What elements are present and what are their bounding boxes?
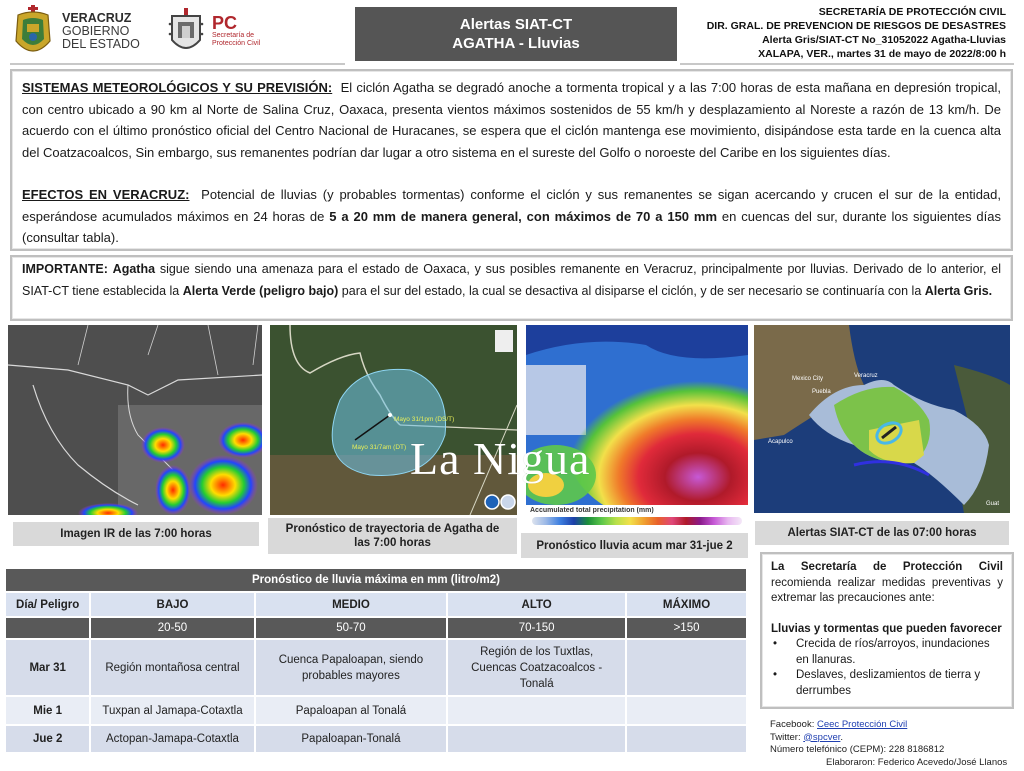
row-medio: Cuenca Papaloapan, siendo probables mayores bbox=[256, 638, 447, 695]
issue-date: XALAPA, VER., martes 31 de mayo de 2022/8:00 h bbox=[758, 48, 1006, 60]
contact-block bbox=[770, 719, 1007, 769]
col-header-day: Día/ Peligro bbox=[6, 591, 89, 616]
recommendations-heading: Lluvias y tormentas que pueden favorecer bbox=[771, 622, 1002, 635]
trajectory-forecast-image bbox=[270, 325, 517, 515]
range-medio: 50-70 bbox=[256, 616, 447, 638]
title-line-1: Alertas SIAT-CT bbox=[459, 16, 573, 33]
col-header-maximo: MÁXIMO bbox=[627, 591, 746, 616]
range-maximo: >150 bbox=[627, 616, 746, 638]
track-label-1pm: Mayo 31/1pm (DS/T) bbox=[394, 416, 455, 423]
table-row bbox=[6, 638, 746, 695]
ir-satellite-image bbox=[8, 325, 262, 515]
issuer-direccion: DIR. GRAL. DE PREVENCION DE RIESGOS DE DESASTRES bbox=[706, 20, 1006, 32]
title-line-2: AGATHA - Lluvias bbox=[452, 35, 580, 52]
range-day bbox=[6, 616, 89, 638]
logo-line-2: GOBIERNO bbox=[62, 24, 130, 38]
authors-credit: Elaboraron: Federico Acevedo/José Llanos bbox=[826, 756, 1008, 768]
map-label-guatemala: Guat bbox=[986, 501, 1000, 507]
twitter-link[interactable]: @spcver bbox=[803, 731, 841, 743]
importante-paragraph bbox=[22, 259, 1001, 302]
recommendations-list bbox=[771, 637, 1003, 699]
track-label-7am: Mayo 31/7am (DT) bbox=[352, 444, 407, 451]
facebook-label: Facebook: bbox=[770, 719, 817, 730]
rainfall-image-caption: Pronóstico lluvia acum mar 31-jue 2 bbox=[521, 533, 748, 558]
twitter-line bbox=[770, 732, 1007, 745]
row-day: Mar 31 bbox=[6, 638, 89, 695]
table-header-row bbox=[6, 591, 746, 616]
table-range-row bbox=[6, 616, 746, 638]
efectos-paragraph bbox=[22, 184, 1001, 249]
pc-abbr: PC bbox=[212, 13, 238, 33]
alerts-map-graphic bbox=[754, 325, 1010, 513]
rain-forecast-table bbox=[4, 569, 748, 752]
row-alto bbox=[448, 695, 625, 724]
trajectory-image-caption: Pronóstico de trayectoria de Agatha de las 7:00 horas bbox=[268, 518, 517, 554]
col-header-alto: ALTO bbox=[448, 591, 625, 616]
recommendations-intro bbox=[771, 560, 1003, 607]
twitter-suffix: . bbox=[840, 731, 844, 743]
sistemas-heading: SISTEMAS METEOROLÓGICOS Y SU PREVISIÓN: bbox=[22, 80, 333, 95]
alert-green-label: Alerta Verde (peligro bajo) bbox=[182, 283, 339, 298]
row-day: Jue 2 bbox=[6, 724, 89, 752]
row-maximo bbox=[627, 638, 746, 695]
importante-text-2: para el sur del estado, la cual se desactiva al disiparse el ciclón, y de ser necesario se continuaría con la bbox=[338, 283, 925, 298]
watermark-text: La Nigua bbox=[410, 433, 591, 484]
precip-legend-title: Accumulated total precipitation (mm) bbox=[530, 507, 654, 514]
trajectory-map-graphic bbox=[270, 325, 517, 515]
table-row bbox=[6, 724, 746, 752]
map-label-puebla: Puebla bbox=[812, 389, 831, 395]
ir-map-graphic bbox=[8, 325, 262, 515]
table-row bbox=[6, 695, 746, 724]
precip-color-scale bbox=[532, 517, 742, 525]
proteccion-civil-shield-icon bbox=[168, 8, 204, 56]
facebook-line bbox=[770, 719, 1007, 732]
row-medio: Papaloapan-Tonalá bbox=[256, 724, 447, 752]
row-medio: Papaloapan al Tonalá bbox=[256, 695, 447, 724]
logo-line-3: DEL ESTADO bbox=[62, 37, 140, 51]
rainfall-accum-image bbox=[526, 325, 748, 505]
pc-sub-1: Secretaría de bbox=[212, 32, 255, 39]
veracruz-logo-text bbox=[62, 12, 140, 51]
list-item: • Crecida de ríos/arroyos, inundaciones en llanuras. bbox=[771, 637, 1003, 668]
alerts-map-caption: Alertas SIAT-CT de las 07:00 horas bbox=[755, 521, 1009, 545]
siat-ct-alerts-map-image bbox=[754, 325, 1010, 513]
range-alto: 70-150 bbox=[448, 616, 625, 638]
efectos-body-2: en cuencas del sur, durante los siguientes días (consultar tabla). bbox=[22, 208, 1001, 245]
importante-text-1: sigue siendo una amenaza para el estado de Oaxaca, y sus posibles remanente en Veracruz, principalmente por lluvias. Derivado de lo anterior, el SIAT-CT tiene establecida la bbox=[22, 262, 1001, 298]
row-day: Mie 1 bbox=[6, 695, 89, 724]
recommendations-box bbox=[760, 552, 1014, 709]
storm-name: Agatha bbox=[112, 262, 156, 276]
recommendations-intro-bold: La Secretaría de Protección Civil bbox=[771, 561, 1003, 573]
col-header-bajo: BAJO bbox=[91, 591, 253, 616]
precip-legend bbox=[526, 507, 748, 529]
row-alto: Región de los Tuxtlas, Cuencas Coatzacoalcos - Tonalá bbox=[448, 638, 625, 695]
sistemas-paragraph bbox=[22, 77, 1001, 163]
efectos-body-bold: 5 a 20 mm de manera general, con máximos de 70 a 150 mm bbox=[329, 208, 718, 224]
pc-sub-2: Protección Civil bbox=[212, 40, 261, 47]
col-header-medio: MEDIO bbox=[256, 591, 447, 616]
proteccion-civil-logo-text bbox=[212, 14, 260, 48]
issuer-block bbox=[707, 5, 1006, 61]
map-label-acapulco: Acapulco bbox=[768, 439, 793, 445]
phone-number: Número telefónico (CEPM): 228 8186812 bbox=[770, 744, 945, 755]
logo-line-1: VERACRUZ bbox=[62, 11, 132, 25]
recommendations-intro-rest: recomienda realizar medidas preventivas y extremar las precauciones ante: bbox=[771, 576, 1003, 604]
row-bajo: Región montañosa central bbox=[91, 638, 253, 695]
list-item: • Deslaves, deslizamientos de tierra y derrumbes bbox=[771, 668, 1003, 699]
twitter-label: Twitter: bbox=[770, 731, 804, 743]
importante-label: IMPORTANTE: bbox=[22, 262, 108, 276]
veracruz-coat-of-arms-icon bbox=[12, 5, 54, 59]
row-alto bbox=[448, 724, 625, 752]
header-divider-left bbox=[10, 63, 345, 65]
efectos-body-1: Potencial de lluvias (y probables tormentas) conforme el ciclón y sus remanentes se sigan acercando y crucen el sur de la entidad, esperándose acumulados máximos en 24 horas de bbox=[22, 187, 1002, 224]
table-title: Pronóstico de lluvia máxima en mm (litro/m2) bbox=[6, 569, 746, 591]
row-bajo: Actopan-Jamapa-Cotaxtla bbox=[91, 724, 253, 752]
alert-gray-label: Alerta Gris. bbox=[924, 283, 993, 298]
alert-number: Alerta Gris/SIAT-CT No_31052022 Agatha-Lluvias bbox=[762, 34, 1006, 46]
row-maximo bbox=[627, 695, 746, 724]
map-label-veracruz: Veracruz bbox=[854, 373, 878, 379]
rainfall-map-graphic bbox=[526, 325, 748, 505]
efectos-heading: EFECTOS EN VERACRUZ: bbox=[22, 187, 190, 202]
facebook-link[interactable]: Ceec Protección Civil bbox=[817, 719, 908, 730]
importante-textbox bbox=[10, 255, 1013, 321]
map-label-mexico-city: Mexico City bbox=[792, 376, 824, 382]
issuer-secretaria: SECRETARÍA DE PROTECCIÓN CIVIL bbox=[818, 6, 1006, 18]
row-bajo: Tuxpan al Jamapa-Cotaxtla bbox=[91, 695, 253, 724]
ir-image-caption: Imagen IR de las 7:00 horas bbox=[13, 522, 259, 546]
range-bajo: 20-50 bbox=[91, 616, 253, 638]
forecast-textbox bbox=[10, 69, 1013, 251]
header-divider-right bbox=[680, 63, 1014, 65]
bulletin-title bbox=[355, 7, 677, 61]
row-maximo bbox=[627, 724, 746, 752]
sistemas-body: El ciclón Agatha se degradó anoche a tormenta tropical y a las 7:00 horas de esta mañana en depresión tropical, con centro ubicado a 90 km al Norte de Salina Cruz, Oaxaca, presenta vientos máximos sostenidos de 55 km/h y desplazamiento al Noreste a razón de 13 km/h. De acuerdo con el último pronóstico oficial del Centro Nacional de Huracanes, se espera que el ciclón mantenga ese movimiento, disipándose esta tarde en la cuenca alta del Coatzacoalcos, Sin embargo, sus remanentes podrían dar lugar a otro sistema en el sureste del Golfo o noroeste del Caribe en los siguientes días. bbox=[22, 80, 1001, 160]
